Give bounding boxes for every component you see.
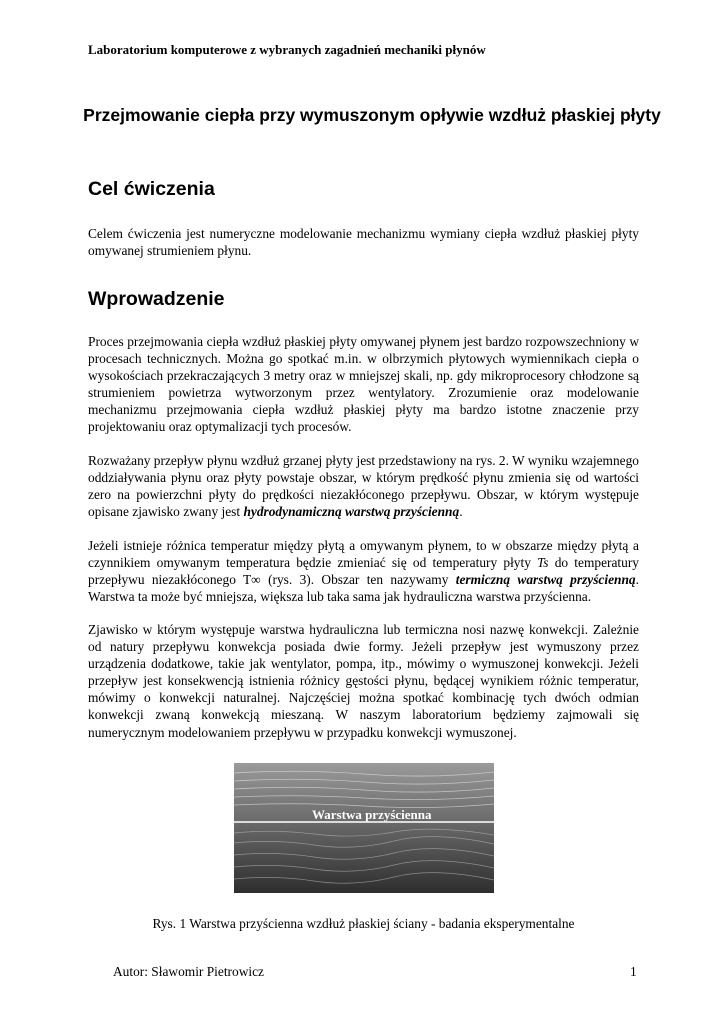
paragraph-text: . Warstwa ta może być mniejsza, większa lub taka sama jak hydrauliczna warstwa przyścienna. <box>88 572 639 605</box>
paragraph-text: Jeżeli istnieje różnica temperatur między płytą a omywanym płynem, to w obszarze między płytą a czynnikiem omywanym temperatura będzie zmieniać się od temperatury płyty <box>88 538 639 571</box>
page-number: 1 <box>630 964 637 979</box>
figure-inset-label: Warstwa przyścienna <box>312 807 432 822</box>
footer-author: Autor: Sławomir Pietrowicz <box>113 964 264 979</box>
flow-visualization-image <box>234 763 494 893</box>
intro-paragraph-3 <box>88 537 639 605</box>
running-header: Laboratorium komputerowe z wybranych zagadnień mechaniki płynów <box>88 42 486 57</box>
symbol-ts: Ts <box>537 555 549 571</box>
term-thermal-boundary-layer: termiczną warstwą przyścienną <box>455 572 636 588</box>
paragraph-text: do temperatury przepływu niezakłóconego T∞ (rys. 3). Obszar ten nazywamy <box>88 555 639 588</box>
goal-paragraph: Celem ćwiczenia jest numeryczne modelowanie mechanizmu wymiany ciepła wzdłuż płaskiej płyty omywanej strumieniem płynu. <box>88 226 639 259</box>
term-hydrodynamic-boundary-layer: hydrodynamiczną warstwą przyścienną <box>243 504 460 520</box>
figure-caption: Rys. 1 Warstwa przyścienna wzdłuż płaskiej ściany - badania eksperymentalne <box>152 916 575 931</box>
intro-paragraph-4: Zjawisko w którym występuje warstwa hydrauliczna lub termiczna nosi nazwę konwekcji. Zależnie od natury przepływu konwekcja posiada dwie formy. Jeżeli przepływ jest wymuszony przez urządzenia dodatkowe, takie jak wentylator, pompa, itp., mówimy o wymuszonej konwekcji. Jeżeli przepływ jest konsekwencją istnienia różnicy gęstości płynu, będącej wynikiem różnic temperatur, mówimy o konwekcji naturalnej. Najczęściej można spotkać kombinację tych dwóch odmian konwekcji zwaną konwekcją mieszaną. W naszym laboratorium będziemy zajmowali się numerycznym modelowaniem przepływu w przypadku konwekcji wymuszonej. <box>88 622 639 740</box>
section-heading-goal: Cel ćwiczenia <box>88 178 215 200</box>
intro-paragraph-2 <box>88 452 639 520</box>
intro-paragraph-1: Proces przejmowania ciepła wzdłuż płaskiej płyty omywanej płynem jest bardzo rozpowszechniony w procesach technicznych. Można go spotkać m.in. w olbrzymich płytowych wymiennikach ciepła o wysokościach przekraczających 3 metry oraz w mniejszej skali, np. gdy mikroprocesory chłodzone są strumieniem powietrza wytworzonym przez wentylatory. Zrozumienie oraz modelowanie mechanizmu przejmowania ciepła wzdłuż płaskiej płyty ma bardzo istotne znaczenie przy projektowaniu oraz optymalizacji tych procesów. <box>88 334 639 435</box>
paragraph-text: Rozważany przepływ płynu wzdłuż grzanej płyty jest przedstawiony na rys. 2. W wyniku wzajemnego oddziaływania płynu oraz płyty powstaje obszar, w którym prędkość płynu zmienia się od wartości zero na powierzchni płyty do prędkości niezakłóconego przepływu. Obszar, w którym występuje opisane zjawisko zwany jest <box>88 453 639 520</box>
boundary-layer-photo <box>234 763 494 893</box>
section-heading-intro: Wprowadzenie <box>88 288 225 310</box>
paragraph-text: . <box>459 504 463 520</box>
document-title: Przejmowanie ciepła przy wymuszonym opływie wzdłuż płaskiej płyty <box>83 105 661 125</box>
